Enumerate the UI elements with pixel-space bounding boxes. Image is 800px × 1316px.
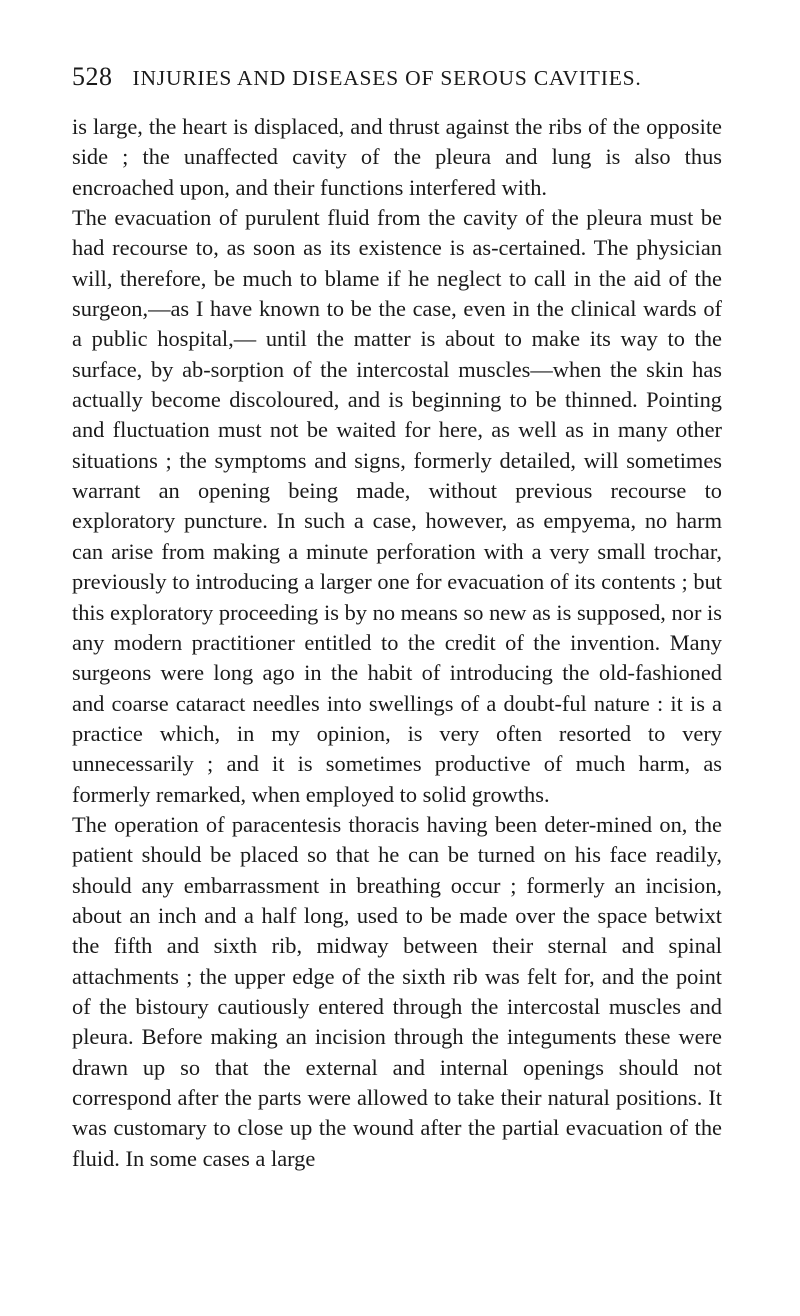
body-text <box>72 112 722 1174</box>
page-number: 528 <box>72 62 113 91</box>
paragraph-1: is large, the heart is displaced, and thrust against the ribs of the opposite side ; the unaffected cavity of the pleura and lung is also thus encroached upon, and their functions interfered with. <box>72 114 722 200</box>
paragraph-3: The operation of paracentesis thoracis having been deter-mined on, the patient should be placed so that he can be turned on his face readily, should any embarrassment in breathing occur ; formerly an incision, about an inch and a half long, used to be made over the space betwixt the fifth and sixth rib, midway between their sternal and spinal attachments ; the upper edge of the sixth rib was felt for, and the point of the bistoury cautiously entered through the intercostal muscles and pleura. Before making an incision through the integuments these were drawn up so that the external and internal openings should not correspond after the parts were allowed to take their natural positions. It was customary to close up the wound after the partial evacuation of the fluid. In some cases a large <box>72 811 722 1171</box>
running-head-title: INJURIES AND DISEASES OF SEROUS CAVITIES. <box>132 66 642 90</box>
running-head <box>72 62 722 92</box>
paragraph-2: The evacuation of purulent fluid from the cavity of the pleura must be had recourse to, as soon as its existence is as-certained. The physician will, therefore, be much to blame if he neglect to call in the aid of the surgeon,—as I have known to be the case, even in the clinical wards of a public hospital,— until the matter is about to make its way to the surface, by ab-sorption of the intercostal muscles—when the skin has actually become discoloured, and is beginning to be thinned. Pointing and fluctuation must not be waited for here, as well as in many other situations ; the symptoms and signs, formerly detailed, will sometimes warrant an opening being made, without previous recourse to exploratory puncture. In such a case, however, as empyema, no harm can arise from making a minute perforation with a very small trochar, previously to introducing a larger one for evacuation of its contents ; but this exploratory proceeding is by no means so new as is supposed, nor is any modern practitioner entitled to the credit of the invention. Many surgeons were long ago in the habit of introducing the old-fashioned and coarse cataract needles into swellings of a doubt-ful nature : it is a practice which, in my opinion, is very often resorted to very unnecessarily ; and it is sometimes productive of much harm, as formerly remarked, when employed to solid growths. <box>72 205 722 807</box>
